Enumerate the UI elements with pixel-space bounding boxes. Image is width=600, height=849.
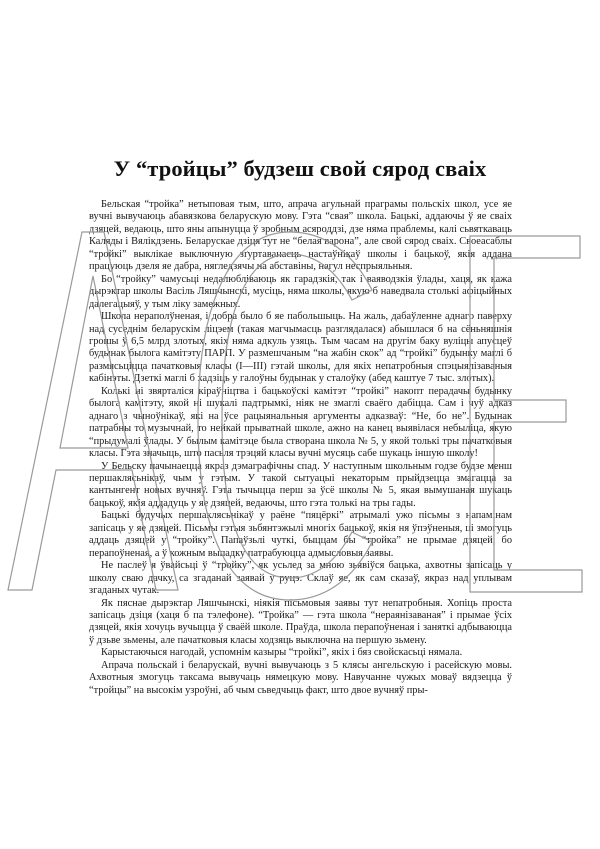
article-paragraph: Бацькі будучых першаклясьнікаў у раёне “пяцёркі” атрымалі ужо пісьмы з напамінам запісаць у яе дзяцей. Пісьмы гэтыя зьбянтэжылі многіх бацькоў, якія ня ўпэўненыя, ці змогуць аддаць дзяцей у “тройку”. Папаўзьлі чуткі, быццам бы “тройка” не прымае дзяцей, бо перапоўненая, а ў кожным выпадку патрабуюцца адмысловыя заявы. xyxy=(89,510,512,559)
article-paragraph: У Бельску пачынаецца якраз дэмаграфічны спад. У наступным школьным годзе будзе менш першаклясьнікаў, чым у гэтым. У такой сытуацыі некаторым прыйдзецца змагацца за кантынгент новых вучняў. Гэта тычыцца перш за ўсё школы № 5, якая вымушаная шукаць бацькоў, якія аддадуць у яе дзяцей, ведаючы, што гэта толькі на тры гады. xyxy=(89,460,512,509)
article-paragraph: Бельская “тройка” нетыповая тым, што, апрача агульнай праграмы польскіх школ, усе яе вучні вывучаюць абавязкова беларускую мову. Гэта “свая” школа. Бацькі, аддаючы ў яе сваіх дзяцей, ведаюць, што яны апынуцца ў зробным асяроддзі, дзе няма праблемы, калі сьвяткаваць Каляды і Вялікдзень. Беларускае дзіця тут не “белая варона”, але свой сярод сваіх. Своеасаблы “тройкі” выклікае выключную зґуртаванасць настаўнікаў школы і бацькоў, якія аддана працуюць дзеля яе дабра, нягледзячы на абставіны, нагул неспрыяльныя. xyxy=(89,199,512,273)
article-paragraph: Бо “тройку” чамусьці недалюбліваюць як гарадзкія, так і ваяводзкія ўлады, хаця, як кажа дырэктар школы Васіль Ляшчынскі, мусіць, няма школы, якую б наведвала столькі афіцыйных далегацыяў, у тым ліку замежных. xyxy=(89,273,512,310)
article-paragraph: Колькі ні звярталіся кіраўніцтва і бацькоўскі камітэт “тройкі” накопт перадачы будынку былога камітэту, якой ні шукалі падтрымкі, ніяк не змаглі сваёго дабіцца. Сам і чуў адказ аднаго з чыноўнікаў, які на ўсе рацыянальныя аргументы адказваў: “Не, бо не”. Будынак патрабны то музычнай, то нейкай прыватнай школе, ажно на канец выявілася небыліца, якую “прыдумалі ўлады. У былым камітэце была створана школа № 5, у якой толькі тры пачатковыя класы. Гэта значыць, што пасьля трэцяй класы вучні мусяць сабе шукаць іншую школу! xyxy=(89,385,512,460)
article-paragraph: Апрача польскай і беларускай, вучні вывучаюць з 5 клясы ангельскую і расейскую мовы. Ахвотныя змогуць таксама вывучаць нямецкую мову. Навучанне чужых моваў вядзецца ў “тройцы” на высокім узроўні, аб чым сьведчыць факт, што двое вучняў пры- xyxy=(89,659,512,696)
article-paragraph: Як пяснае дырэктар Ляшчынскі, ніякія пісьмовыя заявы тут непатробныя. Хопіць проста запісаць дзіця (хаця б па тэлефоне). “Тройка” — гэта школа “нераянізаваная” і прымае ўсіх дзяцей, якія хочуць вучыцца ў сваёй школе. Праўда, школа перапоўненая і заняткі адбываюцца ў дзьве зьмены, але пачатковыя класы ходзяць выключна на першую зьмену. xyxy=(89,597,512,646)
article-title: У “тройцы” будзеш свой сярод сваіх xyxy=(113,156,487,181)
article-paragraph: Карыстаючыся нагодай, успомнім казыры “тройкі”, якіх і бяз свойскасьці нямала. xyxy=(101,647,463,659)
article-body xyxy=(89,199,512,697)
article-paragraph: Не паслеў я ўвайсьці ў “тройку”, як усьлед за мною зьявіўся бацька, ахвотны запісаць у школу сваю дачку, са згаданай заявай у руцэ. Склаў яе, як сам сказаў, якраз над уплывам згаданых чутак. xyxy=(89,560,512,597)
article-paragraph: Школа нераполўненая, і добра было б яе пабольшыць. На жаль, дабаўленне аднаго паверху над суседнім беларускім ліцэем (такая магчымасць разглядалася) абышлася б на сёньняшнія грошы ў 6,5 млрд злотых, якіх няма адкуль узяць. Тым часам на другім баку вуліцы апусцеў будынак былога камітэту ПАРП. У размешчаным “на жабін скок” ад “тройкі” будынку маглі б размясьціцца пачатковыя класы (І—ІІІ) гэтай школы, для якіх непатробныя спэцыялізаваныя кабінэты. Дзеткі маглі б хадзіць у галоўны будынак у сталоўку (абед каштуе 7 тыс. злотых). xyxy=(89,311,512,385)
